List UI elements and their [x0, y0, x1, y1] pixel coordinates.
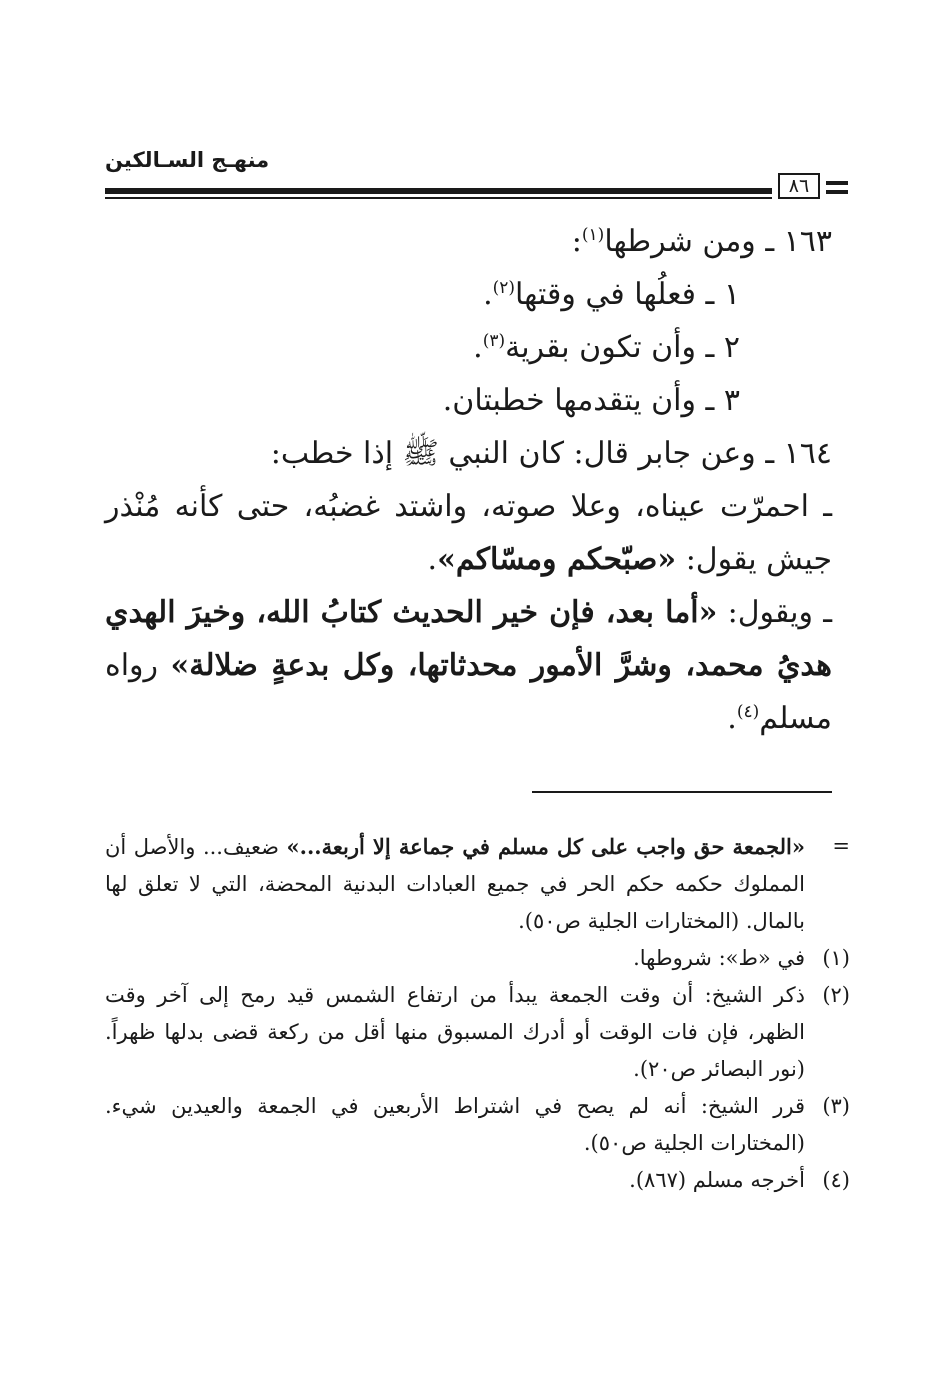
punctuation: . — [427, 542, 438, 577]
condition-1 — [105, 268, 832, 321]
footnote-marker: (٤) — [822, 1168, 850, 1192]
main-text — [105, 215, 832, 745]
hadith-quote: «أما بعد، فإن خير الحديث كتابُ الله، وخيرَ الهدي هديُ محمد، وشرَّ الأمور محدثاتها، وكل بدعةٍ ضلالة» — [105, 595, 832, 683]
condition-text: ٢ ـ وأن تكون بقرية — [505, 330, 740, 365]
item-163 — [105, 215, 832, 268]
condition-2 — [105, 321, 832, 374]
footnote-1 — [105, 940, 850, 977]
footnote-ref: (٣) — [482, 331, 506, 351]
header-rule-thin — [105, 197, 772, 199]
footnote-text: في «ط»: شروطها. — [633, 946, 805, 970]
footnote-separator — [532, 791, 832, 793]
page-number-box: ٨٦ — [778, 173, 820, 199]
item-text: ـ ومن شرطها — [604, 224, 775, 259]
footnote-3 — [105, 1088, 850, 1162]
footnote-text: قرر الشيخ: أنه لم يصح في اشتراط الأربعين في الجمعة والعيدين شيء. (المختارات الجلية ص٥٠). — [105, 1094, 805, 1155]
hadith-text: ـ ويقول: — [727, 595, 832, 630]
footnote-text: ذكر الشيخ: أن وقت الجمعة يبدأ من ارتفاع الشمس قيد رمح إلى آخر وقت الظهر، فإن فات الوقت أو أدرك المسبوق منها أقل من ركعة قضى بدلها ظهراً. (نور البصائر ص٢٠). — [105, 983, 805, 1081]
footnote-marker: (٣) — [822, 1094, 850, 1118]
footnote-4 — [105, 1162, 850, 1199]
condition-text: ١ ـ فعلُها في وقتها — [515, 277, 740, 312]
footnote-text — [105, 828, 805, 940]
punctuation: . — [727, 701, 737, 736]
footnote-marker: (٢) — [822, 983, 850, 1007]
punctuation: . — [483, 277, 493, 312]
header-rule-thick — [105, 188, 772, 194]
footnote-ref: (١) — [581, 225, 605, 245]
footnote-quote: «الجمعة حق واجب على كل مسلم في جماعة إلا أربعة...» — [286, 834, 806, 859]
item-number: ١٦٤ — [783, 436, 832, 471]
hadith-quote: «صبّحكم ومسّاكم» — [437, 542, 677, 577]
item-text: ـ وعن جابر قال: كان النبي ﷺ إذا خطب: — [270, 436, 775, 471]
footnote-marker: = — [832, 834, 850, 858]
hadith-text: ـ احمرّت عيناه، وعلا صوته، واشتد غضبُه، حتى كأنه مُنْذر جيش يقول: — [105, 489, 832, 577]
running-header-title: منهـج السـالكين — [105, 148, 270, 172]
item-number: ١٦٣ — [783, 224, 832, 259]
footnote-ref: (٢) — [492, 278, 516, 298]
header-ornament-bar — [826, 181, 848, 185]
punctuation: : — [571, 224, 582, 259]
footnote-ref: (٤) — [736, 702, 760, 722]
footnote-body: ضعيف... والأصل أن المملوك حكمه حكم الحر في جميع العبادات البدنية المحضة، التي لا تعلق لها بالمال. (المختارات الجلية ص٥٠). — [105, 835, 805, 933]
hadith-paragraph-1 — [105, 480, 832, 586]
item-164 — [105, 427, 832, 480]
condition-text: ٣ ـ وأن يتقدمها خطبتان. — [442, 383, 740, 418]
footnote-text: أخرجه مسلم (٨٦٧). — [629, 1168, 805, 1192]
hadith-source: رواه مسلم — [105, 648, 832, 736]
footnote-continuation — [105, 828, 850, 940]
footnote-marker: (١) — [822, 946, 850, 970]
header-ornament-bar — [826, 190, 848, 194]
hadith-paragraph-2 — [105, 586, 832, 745]
footnotes — [105, 828, 850, 1199]
punctuation: . — [473, 330, 483, 365]
footnote-2 — [105, 977, 850, 1088]
condition-3 — [105, 374, 832, 427]
